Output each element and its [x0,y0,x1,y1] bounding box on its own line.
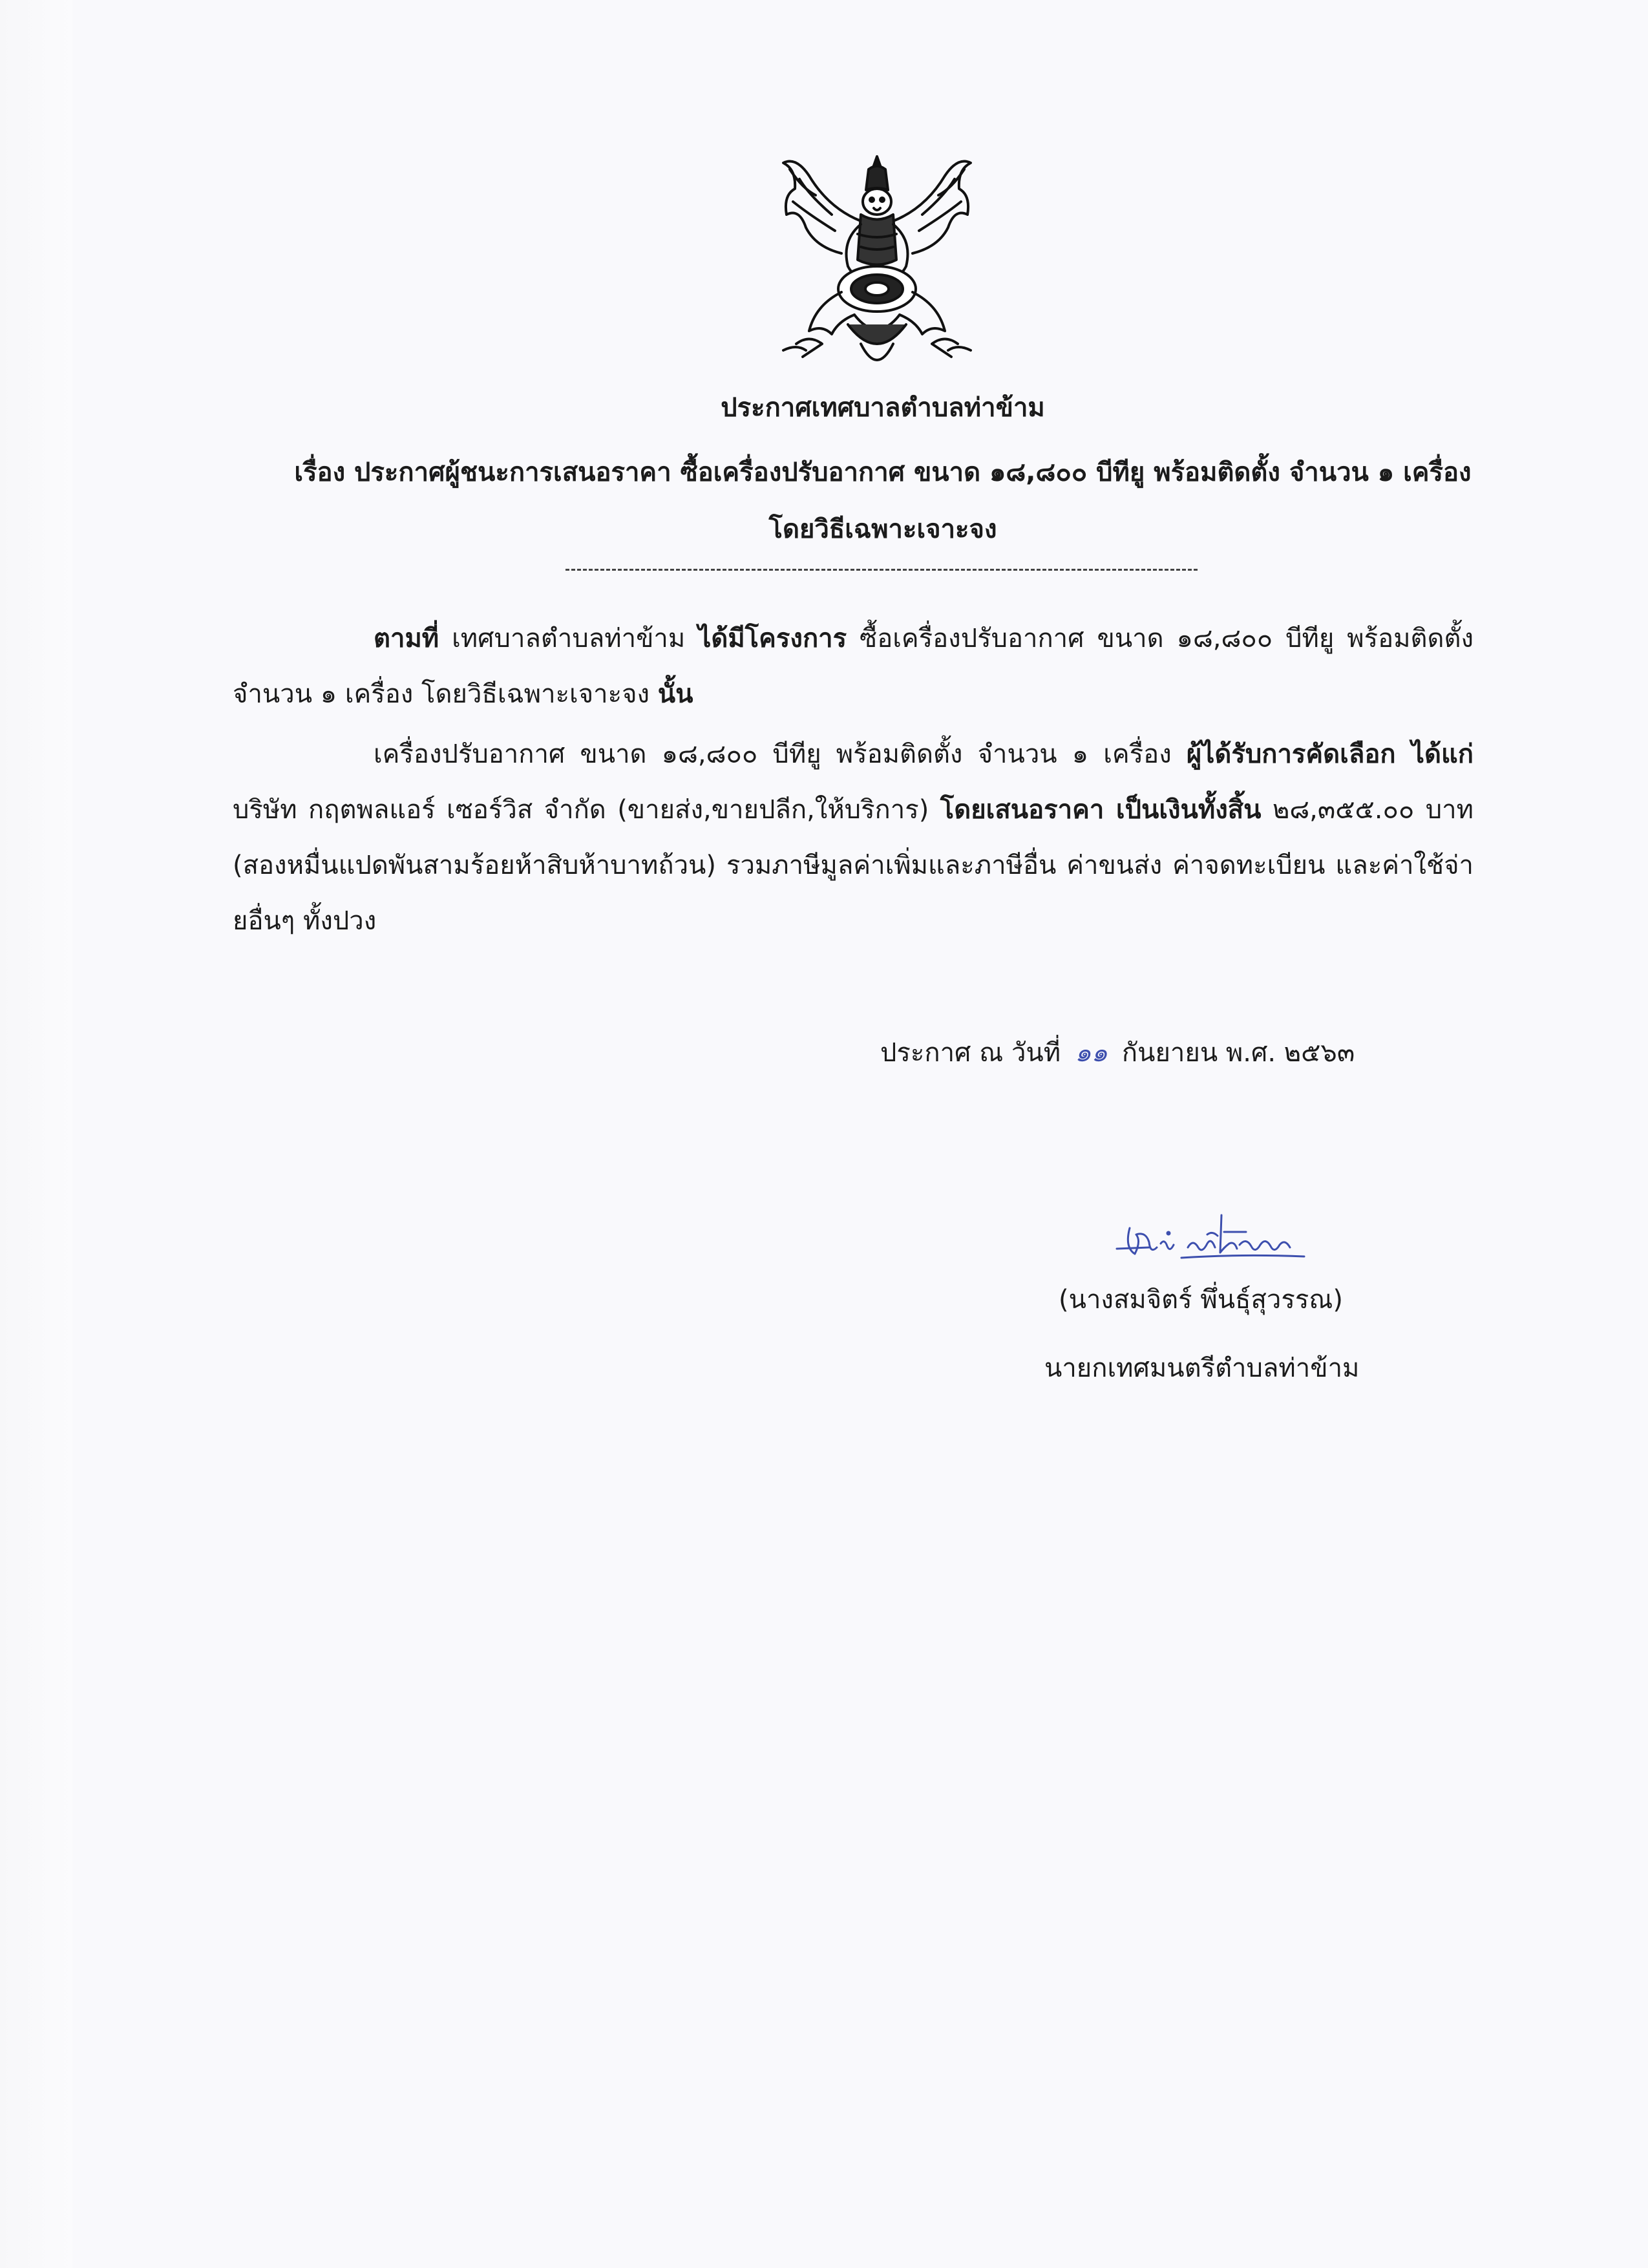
para2-text1: เครื่องปรับอากาศ ขนาด ๑๘,๘๐๐ บีทียู พร้อมติดตั้ง จำนวน ๑ เครื่อง [374,739,1187,769]
para2-text2: บริษัท กฤตพลแอร์ เซอร์วิส จำกัด (ขายส่ง,ขายปลีก,ให้บริการ) [233,795,940,825]
para1-end: นั้น [657,679,693,709]
section-divider [565,569,1198,571]
handwritten-signature [1110,1202,1317,1273]
para2-bold1: ผู้ได้รับการคัดเลือก ได้แก่ [1186,739,1474,769]
para2-text3: ๒๘,๓๕๕.๐๐ บาท (สองหมื่นแปดพันสามร้อยห้าสิบห้าบาทถ้วน) รวมภาษีมูลค่าเพิ่มและภาษีอื่น ค่าขนส่ง ค่าจดทะเบียน และค่าใช้จ่ายอื่นๆ ทั้งปวง [233,795,1474,936]
para1-lead: ตามที่ [374,624,439,653]
subject-line-1: เรื่อง ประกาศผู้ชนะการเสนอราคา ซื้อเครื่องปรับอากาศ ขนาด ๑๘,๘๐๐ บีทียู พร้อมติดตั้ง จำนวน ๑ เครื่อง [294,458,1472,487]
announcement-date [880,1032,1355,1073]
para1-text2: ซื้อเครื่องปรับอากาศ ขนาด ๑๘,๘๐๐ บีทียู พร้อมติดตั้ง จำนวน ๑ เครื่อง โดยวิธีเฉพาะเจาะจง [233,624,1474,709]
scan-edge [0,0,72,2268]
para2-bold2: โดยเสนอราคา เป็นเงินทั้งสิ้น [940,795,1262,825]
date-month-year: กันยายน พ.ศ. ๒๕๖๓ [1121,1038,1355,1068]
paragraph-1 [233,611,1474,722]
para1-text1: เทศบาลตำบลท่าข้าม [439,624,699,653]
date-prefix: ประกาศ ณ วันที่ [880,1038,1061,1068]
signer-position: นายกเทศมนตรีตำบลท่าข้าม [1044,1353,1360,1383]
signer-name: (นางสมจิตร์ พึ่นธุ์สุวรรณ) [1059,1285,1344,1315]
paragraph-2 [233,726,1474,949]
subject-line-2: โดยวิธีเฉพาะเจาะจง [768,514,997,544]
document-title: ประกาศเทศบาลตำบลท่าข้าม [721,393,1045,423]
date-day: ๑๑ [1075,1038,1108,1068]
para1-bold: ได้มีโครงการ [698,624,847,653]
garuda-emblem-icon [770,150,984,383]
